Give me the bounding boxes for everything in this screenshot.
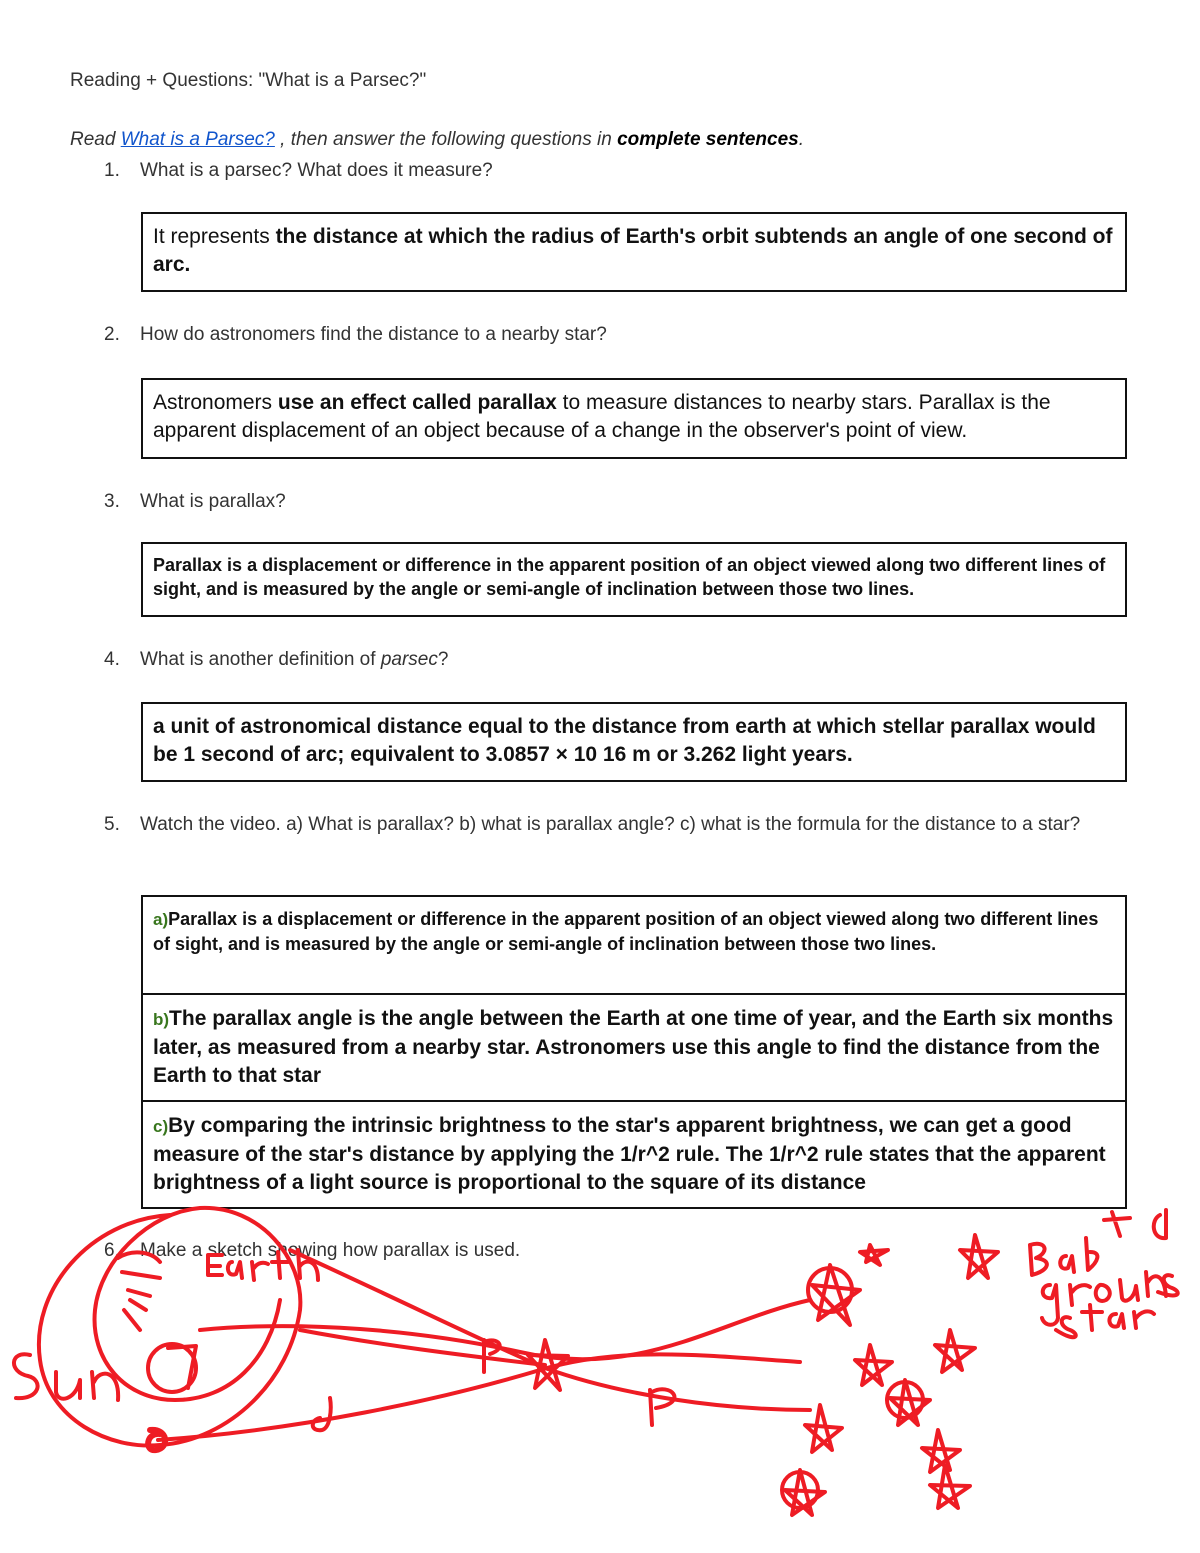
intro-emphasis: complete sentences bbox=[617, 129, 799, 150]
question-number: 1. bbox=[104, 160, 120, 181]
instructions bbox=[70, 129, 804, 151]
question-3 bbox=[104, 488, 1115, 516]
sight-line-upper-2 bbox=[290, 1250, 810, 1410]
background-star bbox=[855, 1345, 892, 1385]
answer-5b[interactable] bbox=[143, 995, 1125, 1102]
question-4 bbox=[104, 646, 1115, 674]
background-star bbox=[922, 1430, 960, 1472]
intro-prefix: Read bbox=[70, 129, 121, 150]
question-emphasis: parsec bbox=[380, 649, 438, 670]
question-text: How do astronomers find the distance to a nearby star? bbox=[140, 324, 607, 345]
background-star bbox=[805, 1405, 842, 1452]
answer-text: Parallax is a displacement or difference in the apparent position of an object viewed along two different lines of sight, and is measured by the angle or semi-angle of inclination between those two lines. bbox=[153, 909, 1099, 954]
background-star bbox=[935, 1330, 975, 1372]
sight-line-lower-2 bbox=[300, 1330, 545, 1365]
answer-5a[interactable] bbox=[143, 897, 1125, 995]
question-1 bbox=[104, 157, 1115, 185]
background-stars-label bbox=[1030, 1210, 1178, 1337]
answer-text: The parallax angle is the angle between the Earth at one time of year, and the Earth six months later, as measured from a nearby star. Astronomers use this angle to find the distance from the Earth to that star bbox=[153, 1007, 1114, 1087]
star-circle bbox=[782, 1472, 818, 1508]
answer-box-3[interactable]: Parallax is a displacement or difference in the apparent position of an object viewed along two different lines of sight, and is measured by the angle or semi-angle of inclination between those two lines. bbox=[141, 542, 1127, 617]
answer-text: By comparing the intrinsic brightness to the star's apparent brightness, we can get a good measure of the star's distance by applying the 1/r^2 rule. The 1/r^2 rule states that the apparent brightness of a light source is proportional to the square of its distance bbox=[153, 1114, 1106, 1194]
angle-label-d bbox=[313, 1398, 331, 1430]
question-number: 4. bbox=[104, 649, 120, 670]
parallax-label-p1 bbox=[484, 1340, 500, 1372]
earth-dot bbox=[148, 1430, 165, 1450]
question-number: 6. bbox=[104, 1240, 120, 1261]
parsec-article-link[interactable]: What is a Parsec? bbox=[120, 129, 275, 150]
star-circle bbox=[808, 1268, 852, 1312]
answer-label: b) bbox=[153, 1010, 170, 1029]
sight-line-upper bbox=[200, 1300, 810, 1359]
background-star bbox=[930, 1465, 970, 1508]
nearby-star bbox=[528, 1340, 568, 1390]
sun-mark bbox=[168, 1346, 196, 1388]
background-star bbox=[785, 1470, 825, 1515]
question-text: What is a parsec? What does it measure? bbox=[140, 160, 493, 181]
star-circle bbox=[887, 1382, 923, 1418]
question-2 bbox=[104, 321, 1115, 349]
question-6 bbox=[104, 1237, 1115, 1265]
answer-box-2[interactable] bbox=[141, 378, 1127, 459]
question-text bbox=[140, 646, 1115, 674]
answer-label: c) bbox=[153, 1117, 169, 1136]
background-star bbox=[890, 1380, 930, 1425]
answer-box-5 bbox=[141, 895, 1127, 1209]
answer-plain: It represents bbox=[153, 225, 276, 248]
question-number: 5. bbox=[104, 814, 120, 835]
answer-plain-2: to measure distances to nearby stars. Parallax is the apparent displacement of an object because of a change in the observer's point of view. bbox=[153, 391, 1051, 442]
question-text-post: ? bbox=[437, 649, 449, 670]
page-title: Reading + Questions: "What is a Parsec?" bbox=[70, 70, 427, 91]
question-number: 2. bbox=[104, 324, 120, 345]
sight-line-lower bbox=[158, 1354, 800, 1440]
question-text: What is parallax? bbox=[140, 491, 286, 512]
answer-bold: the distance at which the radius of Earth's orbit subtends an angle of one second of arc. bbox=[153, 225, 1113, 276]
question-5 bbox=[104, 811, 1115, 839]
question-number: 3. bbox=[104, 491, 120, 512]
question-text-pre: What is another definition of bbox=[140, 649, 381, 670]
answer-plain: Astronomers bbox=[153, 391, 278, 414]
intro-suffix: . bbox=[798, 129, 805, 150]
background-star bbox=[812, 1265, 860, 1325]
answer-bold: use an effect called parallax bbox=[277, 391, 557, 414]
intro-middle: , then answer the following questions in bbox=[274, 129, 618, 150]
answer-box-1[interactable] bbox=[141, 212, 1127, 292]
answer-box-4[interactable]: a unit of astronomical distance equal to the distance from earth at which stellar parallax would be 1 second of arc; equivalent to 3.0857 × 10 16 m or 3.262 light years. bbox=[141, 702, 1127, 782]
answer-label: a) bbox=[153, 910, 169, 929]
sun-label bbox=[14, 1354, 118, 1400]
sun-circle bbox=[148, 1344, 196, 1392]
question-text: Watch the video. a) What is parallax? b) what is parallax angle? c) what is the formula for the distance to a star? bbox=[140, 814, 1081, 835]
question-text: Make a sketch showing how parallax is used. bbox=[140, 1240, 521, 1261]
answer-5c[interactable] bbox=[143, 1102, 1125, 1207]
parallax-label-p2 bbox=[650, 1389, 674, 1425]
